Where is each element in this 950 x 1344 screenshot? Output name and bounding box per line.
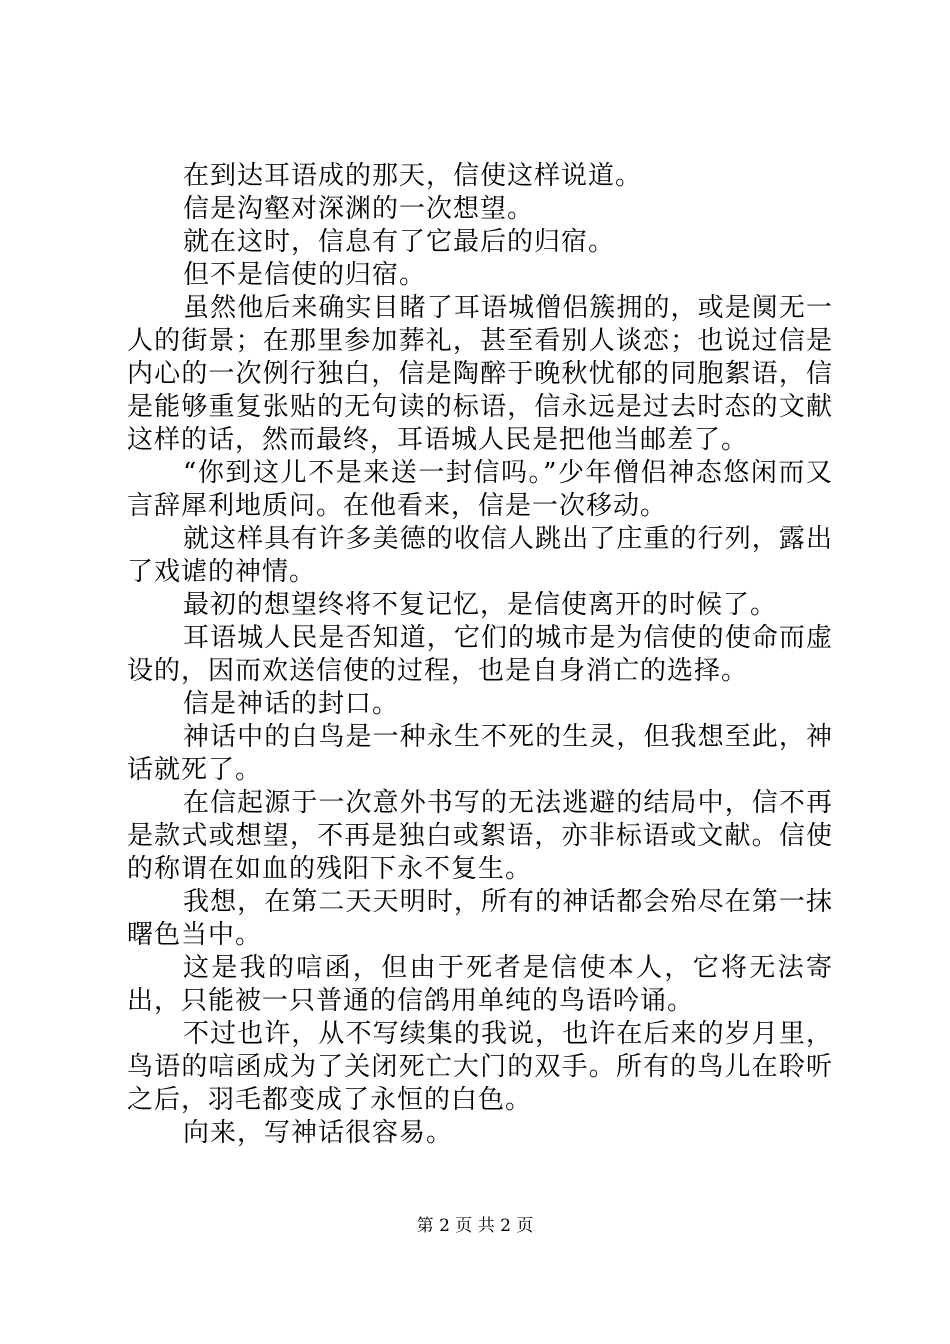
paragraph: 向来，写神话很容易。 (183, 1118, 454, 1148)
paragraph: 虽然他后来确实目睹了耳语城僧侣簇拥的，或是阒无一人的街景；在那里参加葬礼，甚至看别人谈恋；也说过信是内心的一次例行独白，信是陶醉于晚秋忧郁的同胞絮语，信是能够重复张贴的无句读的标语，信永远是过去时态的文献这样的话，然而最终，耳语城人民是把他当邮差了。 (127, 293, 833, 455)
paragraph: 耳语城人民是否知道，它们的城市是为信使的使命而虚设的，因而欢送信使的过程，也是自身消亡的选择。 (127, 623, 833, 686)
paragraph: 在到达耳语成的那天，信使这样说道。 (183, 161, 643, 191)
paragraph: 不过也许，从不写续集的我说，也许在后来的岁月里，鸟语的唁函成为了关闭死亡大门的双手。所有的鸟儿在聆听之后，羽毛都变成了永恒的白色。 (127, 1019, 833, 1115)
paragraph: 最初的想望终将不复记忆，是信使离开的时候了。 (183, 590, 778, 620)
paragraph: 但不是信使的归宿。 (183, 260, 427, 290)
paragraph: 就在这时，信息有了它最后的归宿。 (183, 227, 616, 257)
document-body (127, 160, 833, 1150)
paragraph: 我想，在第二天天明时，所有的神话都会殆尽在第一抹曙色当中。 (127, 887, 833, 950)
page-number-footer: 第 2 页 共 2 页 (416, 1216, 534, 1236)
paragraph: 神话中的白鸟是一种永生不死的生灵，但我想至此，神话就死了。 (127, 722, 833, 785)
paragraph: 在信起源于一次意外书写的无法逃避的结局中，信不再是款式或想望，不再是独白或絮语，亦非标语或文献。信使的称谓在如血的残阳下永不复生。 (127, 788, 833, 884)
paragraph: 这是我的唁函，但由于死者是信使本人，它将无法寄出，只能被一只普通的信鸽用单纯的鸟语吟诵。 (127, 953, 833, 1016)
paragraph: “你到这儿不是来送一封信吗。”少年僧侣神态悠闲而又言辞犀利地质问。在他看来，信是一次移动。 (127, 458, 833, 521)
paragraph: 就这样具有许多美德的收信人跳出了庄重的行列，露出了戏谑的神情。 (127, 524, 833, 587)
paragraph: 信是神话的封口。 (183, 689, 400, 719)
paragraph: 信是沟壑对深渊的一次想望。 (183, 194, 535, 224)
